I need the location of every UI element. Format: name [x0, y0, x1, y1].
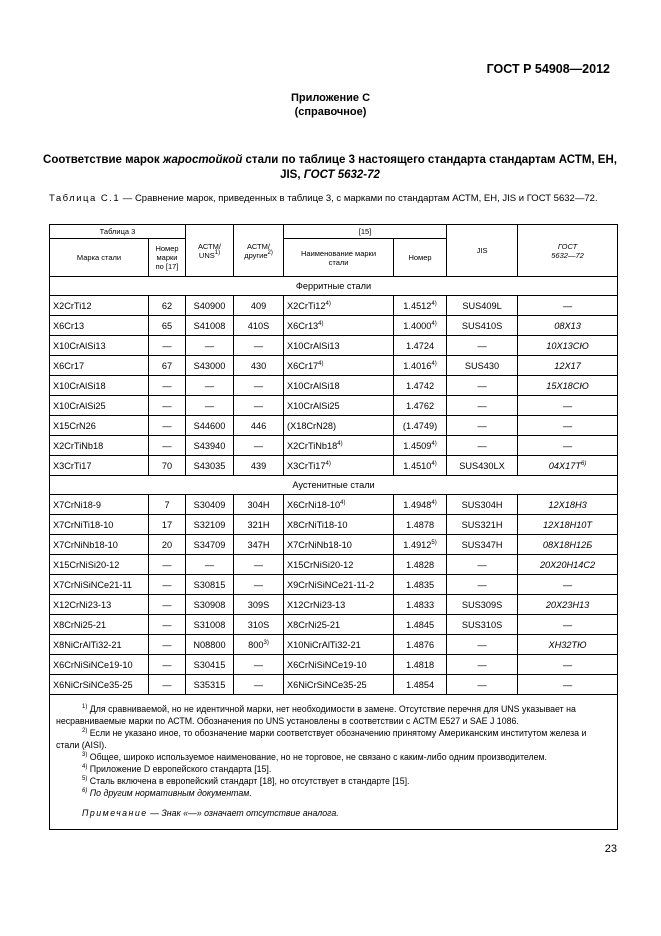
cell-number17: 67	[149, 356, 186, 376]
cell-gost: ХН32ТЮ	[518, 635, 618, 655]
cell-uns: N08800	[186, 635, 234, 655]
cell-jis: —	[447, 396, 518, 416]
cell-number15: 1.4512$^{4)}$	[394, 296, 447, 316]
cell-gost: 08Х18Н12Б	[518, 535, 618, 555]
cell-jis: SUS310S	[447, 615, 518, 635]
footnote: $^{1)}$ Для сравниваемой, но не идентичной марки, нет необходимости в замене. Отсутствие перечня для UNS указывает на несравниваемые марки по АСТМ. Обозначения по UNS установлены в соответствии с АСТМ E527 и SAE J 1086.	[56, 704, 576, 726]
table-row	[50, 675, 618, 695]
cell-jis: SUS409L	[447, 296, 518, 316]
cell-other: 430	[234, 356, 284, 376]
table-row	[50, 316, 618, 336]
cell-gost: —	[518, 675, 618, 695]
cell-uns: S32109	[186, 515, 234, 535]
cell-number17: —	[149, 555, 186, 575]
cell-number15: 1.4724	[394, 336, 447, 356]
cell-grade: X7CrNi18-9	[50, 495, 149, 515]
section-austenitic: Аустенитные стали	[50, 476, 618, 495]
cell-number15: 1.4833	[394, 595, 447, 615]
col-header-uns: АСТМ/ UNS$^{1)}$	[186, 225, 234, 277]
cell-name15: X12CrNi23-13	[284, 595, 394, 615]
cell-jis: SUS430LX	[447, 456, 518, 476]
cell-name15: X8CrNiTi18-10	[284, 515, 394, 535]
cell-uns: S41008	[186, 316, 234, 336]
table-row	[50, 356, 618, 376]
cell-name15: X15CrNiSi20-12	[284, 555, 394, 575]
cell-other: —	[234, 675, 284, 695]
cell-other: 321H	[234, 515, 284, 535]
cell-other: 347H	[234, 535, 284, 555]
cell-number15: 1.4845	[394, 615, 447, 635]
table-row	[50, 296, 618, 316]
cell-number15: 1.4762	[394, 396, 447, 416]
cell-grade: X7CrNiSiNCe21-11	[50, 575, 149, 595]
cell-number15: 1.4854	[394, 675, 447, 695]
cell-number17: —	[149, 396, 186, 416]
cell-grade: X15CrN26	[50, 416, 149, 436]
footnote: $^{2)}$ Если не указано иное, то обозначение марки соответствует обозначению принятому Американским институтом железа и стали (AISI).	[56, 728, 587, 750]
cell-name15: X10CrAlSi18	[284, 376, 394, 396]
col-header-number17: Номер марки по [17]	[149, 239, 186, 277]
cell-grade: X8CrNi25-21	[50, 615, 149, 635]
cell-gost: —	[518, 615, 618, 635]
cell-gost: 15Х18СЮ	[518, 376, 618, 396]
cell-name15: X3CrTi17$^{4)}$	[284, 456, 394, 476]
footnote: $^{3)}$ Общее, широко используемое наименование, но не торговое, не связано с каким-либо одним производителем.	[82, 752, 547, 762]
cell-jis: SUS309S	[447, 595, 518, 615]
cell-jis: —	[447, 336, 518, 356]
cell-uns: S30908	[186, 595, 234, 615]
cell-other: 304H	[234, 495, 284, 515]
cell-uns: S31008	[186, 615, 234, 635]
cell-number15: 1.4509$^{4)}$	[394, 436, 447, 456]
cell-gost: 12Х18Н10Т	[518, 515, 618, 535]
cell-uns: S30409	[186, 495, 234, 515]
cell-grade: X2CrTi12	[50, 296, 149, 316]
cell-gost: $04Х17Т^{6)}$	[518, 456, 618, 476]
footnotes-block	[50, 695, 618, 830]
cell-other: 410S	[234, 316, 284, 336]
cell-name15: X10CrAlSi13	[284, 336, 394, 356]
table-row	[50, 456, 618, 476]
appendix-subtitle: (справочное)	[294, 106, 367, 118]
table-row	[50, 575, 618, 595]
cell-gost: 10Х13СЮ	[518, 336, 618, 356]
group-header-table3: Таблица 3	[50, 225, 186, 239]
cell-grade: X12CrNi23-13	[50, 595, 149, 615]
cell-grade: X6Cr13	[50, 316, 149, 336]
cell-name15: X2CrTiNb18$^{4)}$	[284, 436, 394, 456]
cell-number15: 1.4912$^{5)}$	[394, 535, 447, 555]
cell-other: —	[234, 396, 284, 416]
cell-other: 310S	[234, 615, 284, 635]
table-row	[50, 635, 618, 655]
cell-uns: S43035	[186, 456, 234, 476]
cell-number17: 20	[149, 535, 186, 555]
cell-jis: —	[447, 655, 518, 675]
cell-jis: —	[447, 635, 518, 655]
cell-other: 446	[234, 416, 284, 436]
cell-number15: 1.4876	[394, 635, 447, 655]
cell-jis: —	[447, 376, 518, 396]
cell-grade: X6NiCrSiNCe35-25	[50, 675, 149, 695]
cell-uns: S43940	[186, 436, 234, 456]
cell-grade: X8NiCrAlTi32-21	[50, 635, 149, 655]
cell-name15: X7CrNiNb18-10	[284, 535, 394, 555]
table-caption: Таблица С.1 — Сравнение марок, приведенных в таблице 3, с марками по стандартам АСТМ, ЕН, JIS и ГОСТ 5632—72.	[49, 193, 598, 204]
cell-grade: X10CrAlSi18	[50, 376, 149, 396]
cell-other: 409	[234, 296, 284, 316]
cell-name15: X6CrNi18-10$^{4)}$	[284, 495, 394, 515]
cell-jis: SUS304H	[447, 495, 518, 515]
cell-number17: —	[149, 615, 186, 635]
cell-number17: 7	[149, 495, 186, 515]
cell-uns: S43000	[186, 356, 234, 376]
cell-number15: 1.4818	[394, 655, 447, 675]
col-header-number15: Номер	[394, 239, 447, 277]
cell-other: —	[234, 336, 284, 356]
cell-jis: SUS410S	[447, 316, 518, 336]
cell-number17: —	[149, 575, 186, 595]
cell-other: —	[234, 436, 284, 456]
cell-number17: —	[149, 436, 186, 456]
cell-name15: X6CrNiSiNCe19-10	[284, 655, 394, 675]
footnote: $^{4)}$ Приложение D европейского стандарта [15].	[82, 764, 272, 774]
cell-uns: S30815	[186, 575, 234, 595]
document-id: ГОСТ Р 54908—2012	[486, 62, 610, 76]
section-heading: Соответствие марок жаростойкой стали по таблице 3 настоящего стандарта стандартам АСТМ, ЕН, JIS, ГОСТ 5632-72	[43, 154, 617, 181]
cell-gost: 12Х17	[518, 356, 618, 376]
table-row	[50, 595, 618, 615]
cell-uns: S30415	[186, 655, 234, 675]
cell-grade: X10CrAlSi13	[50, 336, 149, 356]
page-number: 23	[604, 843, 617, 855]
cell-gost: 08Х13	[518, 316, 618, 336]
cell-uns: S34709	[186, 535, 234, 555]
cell-number17: 65	[149, 316, 186, 336]
cell-number15: 1.4510$^{4)}$	[394, 456, 447, 476]
cell-number17: —	[149, 416, 186, 436]
cell-grade: X2CrTiNb18	[50, 436, 149, 456]
cell-name15: X8CrNi25-21	[284, 615, 394, 635]
col-header-other: АСТМ/ другие$^{2)}$	[234, 225, 284, 277]
cell-gost: —	[518, 396, 618, 416]
cell-gost: 20Х20Н14С2	[518, 555, 618, 575]
cell-gost: 12Х18Н3	[518, 495, 618, 515]
cell-number17: 70	[149, 456, 186, 476]
table-row	[50, 416, 618, 436]
col-header-grade: Марка стали	[50, 239, 149, 277]
cell-gost: —	[518, 416, 618, 436]
cell-jis: SUS347H	[447, 535, 518, 555]
cell-name15: X9CrNiSiNCe21-11-2	[284, 575, 394, 595]
cell-grade: X6Cr17	[50, 356, 149, 376]
cell-grade: X3CrTi17	[50, 456, 149, 476]
cell-name15: X10CrAlSi25	[284, 396, 394, 416]
col-header-name15: Наименование марки стали	[284, 239, 394, 277]
cell-number17: 17	[149, 515, 186, 535]
cell-number17: —	[149, 635, 186, 655]
cell-jis: —	[447, 436, 518, 456]
cell-number15: (1.4749)	[394, 416, 447, 436]
cell-uns: S35315	[186, 675, 234, 695]
cell-grade: X7CrNiNb18-10	[50, 535, 149, 555]
table-row	[50, 615, 618, 635]
cell-number15: 1.4016$^{4)}$	[394, 356, 447, 376]
cell-uns: S40900	[186, 296, 234, 316]
cell-other: —	[234, 655, 284, 675]
footnote: $^{6)}$ По другим нормативным документам.	[82, 788, 252, 798]
table-row	[50, 376, 618, 396]
cell-number17: 62	[149, 296, 186, 316]
cell-uns: —	[186, 396, 234, 416]
table-row	[50, 535, 618, 555]
table-row	[50, 555, 618, 575]
cell-jis: —	[447, 555, 518, 575]
cell-number15: 1.4828	[394, 555, 447, 575]
cell-gost: —	[518, 296, 618, 316]
cell-grade: X6CrNiSiNCe19-10	[50, 655, 149, 675]
group-header-ref15: [15]	[284, 225, 447, 239]
table-note: Примечание — Знак «—» означает отсутствие аналога.	[82, 808, 339, 818]
cell-number17: —	[149, 655, 186, 675]
table-row	[50, 336, 618, 356]
cell-number15: 1.4835	[394, 575, 447, 595]
section-ferritic: Ферритные стали	[50, 277, 618, 296]
caption-label: Таблица С.1	[49, 193, 121, 204]
table-row	[50, 655, 618, 675]
cell-name15: X6NiCrSiNCe35-25	[284, 675, 394, 695]
cell-number17: —	[149, 595, 186, 615]
footnote: $^{5)}$ Сталь включена в европейский стандарт [18], но отсутствует в стандарте [15].	[82, 776, 410, 786]
table-row	[50, 495, 618, 515]
col-header-gost: ГОСТ 5632—72	[518, 225, 618, 277]
cell-gost: 20Х23Н13	[518, 595, 618, 615]
cell-gost: —	[518, 655, 618, 675]
cell-gost: —	[518, 436, 618, 456]
table-row	[50, 396, 618, 416]
table-row	[50, 515, 618, 535]
cell-name15: X6Cr13$^{4)}$	[284, 316, 394, 336]
table-row	[50, 436, 618, 456]
cell-number15: 1.4878	[394, 515, 447, 535]
cell-other: —	[234, 575, 284, 595]
cell-other: —	[234, 376, 284, 396]
cell-grade: X15CrNiSi20-12	[50, 555, 149, 575]
cell-jis: SUS321H	[447, 515, 518, 535]
cell-jis: SUS430	[447, 356, 518, 376]
comparison-table	[49, 224, 618, 830]
cell-jis: —	[447, 575, 518, 595]
cell-name15: X6Cr17$^{4)}$	[284, 356, 394, 376]
cell-number15: 1.4000$^{4)}$	[394, 316, 447, 336]
cell-number17: —	[149, 336, 186, 356]
cell-name15: X10NiCrAlTi32-21	[284, 635, 394, 655]
cell-number15: 1.4742	[394, 376, 447, 396]
cell-number15: 1.4948$^{4)}$	[394, 495, 447, 515]
cell-name15: (X18CrN28)	[284, 416, 394, 436]
cell-other: 309S	[234, 595, 284, 615]
cell-number17: —	[149, 376, 186, 396]
cell-uns: S44600	[186, 416, 234, 436]
appendix-title: Приложение С	[290, 92, 371, 104]
cell-uns: —	[186, 376, 234, 396]
cell-other: 800$^{3)}$	[234, 635, 284, 655]
cell-jis: —	[447, 675, 518, 695]
cell-number17: —	[149, 675, 186, 695]
cell-name15: X2CrTi12$^{4)}$	[284, 296, 394, 316]
cell-grade: X7CrNiTi18-10	[50, 515, 149, 535]
cell-gost: —	[518, 575, 618, 595]
cell-jis: —	[447, 416, 518, 436]
cell-uns: —	[186, 336, 234, 356]
cell-grade: X10CrAlSi25	[50, 396, 149, 416]
cell-uns: —	[186, 555, 234, 575]
col-header-jis: JIS	[447, 225, 518, 277]
cell-other: 439	[234, 456, 284, 476]
cell-other: —	[234, 555, 284, 575]
